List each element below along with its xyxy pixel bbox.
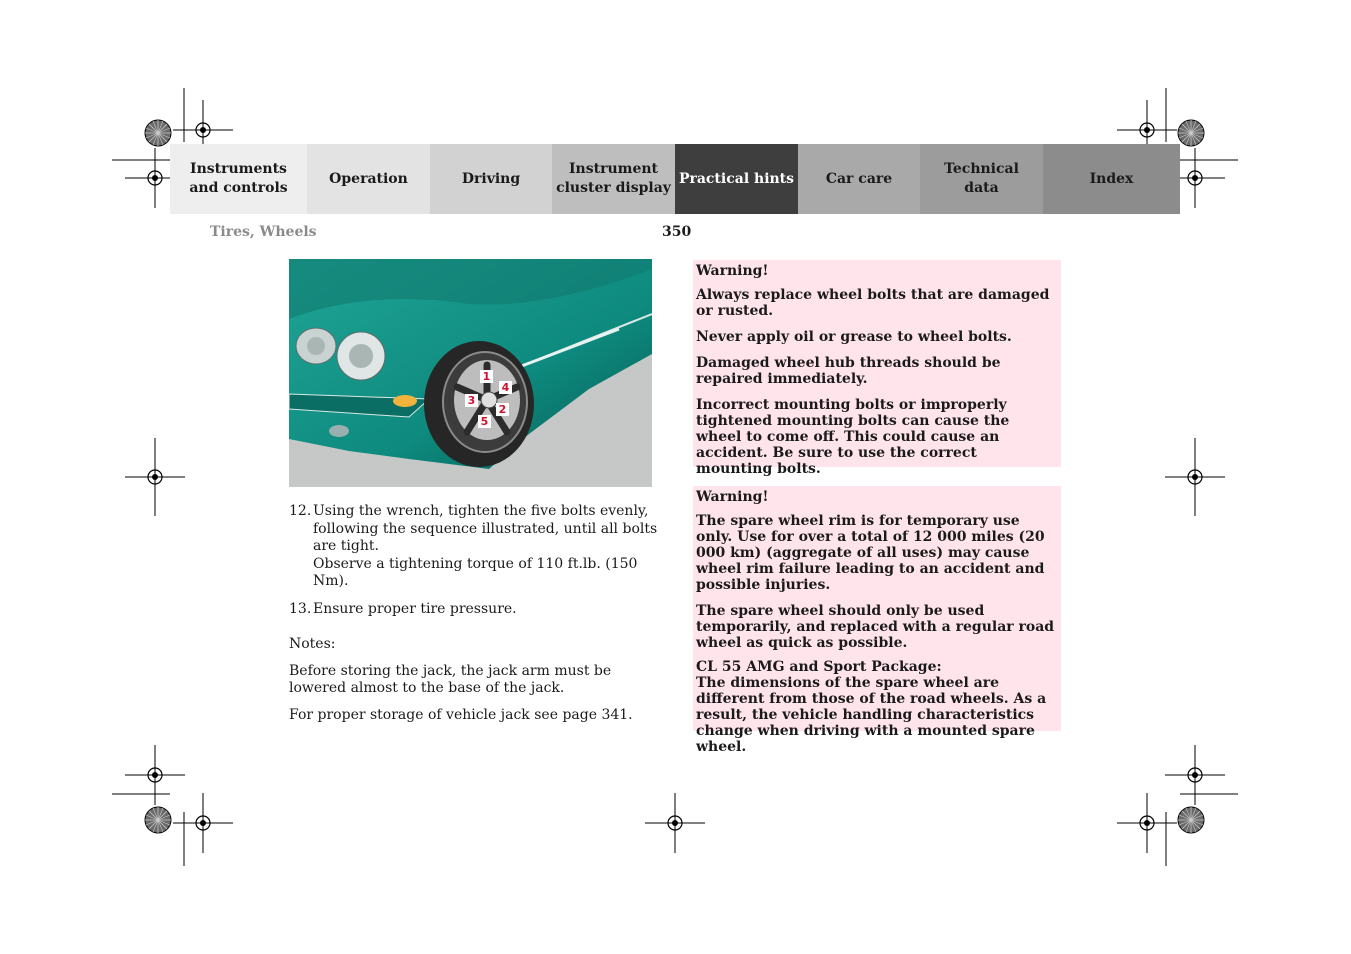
tab-driving[interactable] bbox=[430, 144, 552, 214]
tab-label: Instruments and controls bbox=[189, 161, 288, 196]
warning-title: Warning! bbox=[696, 263, 769, 279]
notes-heading: Notes: bbox=[289, 636, 336, 652]
section-title: Tires, Wheels bbox=[210, 224, 317, 240]
tab-label: Instrument cluster display bbox=[556, 161, 671, 196]
tab-label: Car care bbox=[825, 170, 893, 187]
tab-instruments-and-controls[interactable] bbox=[170, 144, 307, 214]
warning-paragraph: Never apply oil or grease to wheel bolts. bbox=[696, 329, 1012, 345]
tab-label: Operation bbox=[329, 170, 408, 187]
warning-paragraph: Always replace wheel bolts that are damaged or rusted. bbox=[696, 287, 1050, 319]
note-paragraph: For proper storage of vehicle jack see page 341. bbox=[289, 706, 633, 723]
warning-paragraph: Damaged wheel hub threads should be repaired immediately. bbox=[696, 355, 1001, 387]
bolt-label-3: 3 bbox=[465, 394, 478, 407]
bolt-label-1: 1 bbox=[480, 370, 493, 383]
step-13 bbox=[289, 601, 659, 619]
bolt-label-5: 5 bbox=[478, 415, 491, 428]
tab-car-care[interactable] bbox=[798, 144, 920, 214]
warning-paragraph: CL 55 AMG and Sport Package: The dimensions of the spare wheel are different from those of the road wheels. As a result, the vehicle handling characteristics change when driving with a mounted spare wheel. bbox=[696, 659, 1047, 755]
warning-paragraph: Incorrect mounting bolts or improperly tightened mounting bolts can cause the wheel to come off. This could cause an accident. Be sure to use the correct mounting bolts. bbox=[696, 397, 1010, 477]
tab-label: Technical data bbox=[944, 161, 1019, 196]
instructions-column bbox=[289, 503, 659, 733]
tab-operation[interactable] bbox=[307, 144, 430, 214]
step-text: Using the wrench, tighten the five bolts evenly, following the sequence illustrated, until all bolts are tight. bbox=[313, 503, 658, 554]
step-12 bbox=[289, 503, 659, 591]
car-wheel-drawing bbox=[289, 259, 652, 487]
warning-paragraph: The spare wheel rim is for temporary use only. Use for over a total of 12 000 miles (20 000 km) (aggregate of all uses) may cause wheel rim failure leading to an accident and possible injuries. bbox=[696, 513, 1045, 593]
warning-paragraph: The spare wheel should only be used temporarily, and replaced with a regular road wheel as quick as possible. bbox=[696, 603, 1055, 651]
tab-label: Index bbox=[1089, 170, 1134, 187]
step-text: Ensure proper tire pressure. bbox=[313, 600, 517, 617]
step-number: 12. bbox=[289, 503, 312, 519]
note-paragraph: Before storing the jack, the jack arm must be lowered almost to the base of the jack. bbox=[289, 662, 612, 696]
wheel-bolt-sequence-illustration bbox=[289, 259, 652, 487]
warning-box-wheel-bolts bbox=[693, 260, 1061, 477]
warning-title: Warning! bbox=[696, 489, 769, 505]
tab-instrument-cluster-display[interactable] bbox=[552, 144, 675, 214]
tab-technical-data[interactable] bbox=[920, 144, 1043, 214]
bolt-label-4: 4 bbox=[499, 381, 512, 394]
warning-box-spare-wheel bbox=[693, 486, 1061, 755]
tab-index[interactable] bbox=[1043, 144, 1180, 214]
tab-label: Driving bbox=[461, 170, 521, 187]
page-number: 350 bbox=[662, 224, 692, 240]
step-number: 13. bbox=[289, 600, 312, 617]
tab-practical-hints[interactable] bbox=[675, 144, 798, 214]
tab-label: Practical hints bbox=[678, 170, 795, 187]
bolt-label-2: 2 bbox=[496, 403, 509, 416]
step-text: Observe a tightening torque of 110 ft.lb. (150 Nm). bbox=[313, 555, 638, 589]
chapter-tab-bar bbox=[170, 144, 1180, 214]
